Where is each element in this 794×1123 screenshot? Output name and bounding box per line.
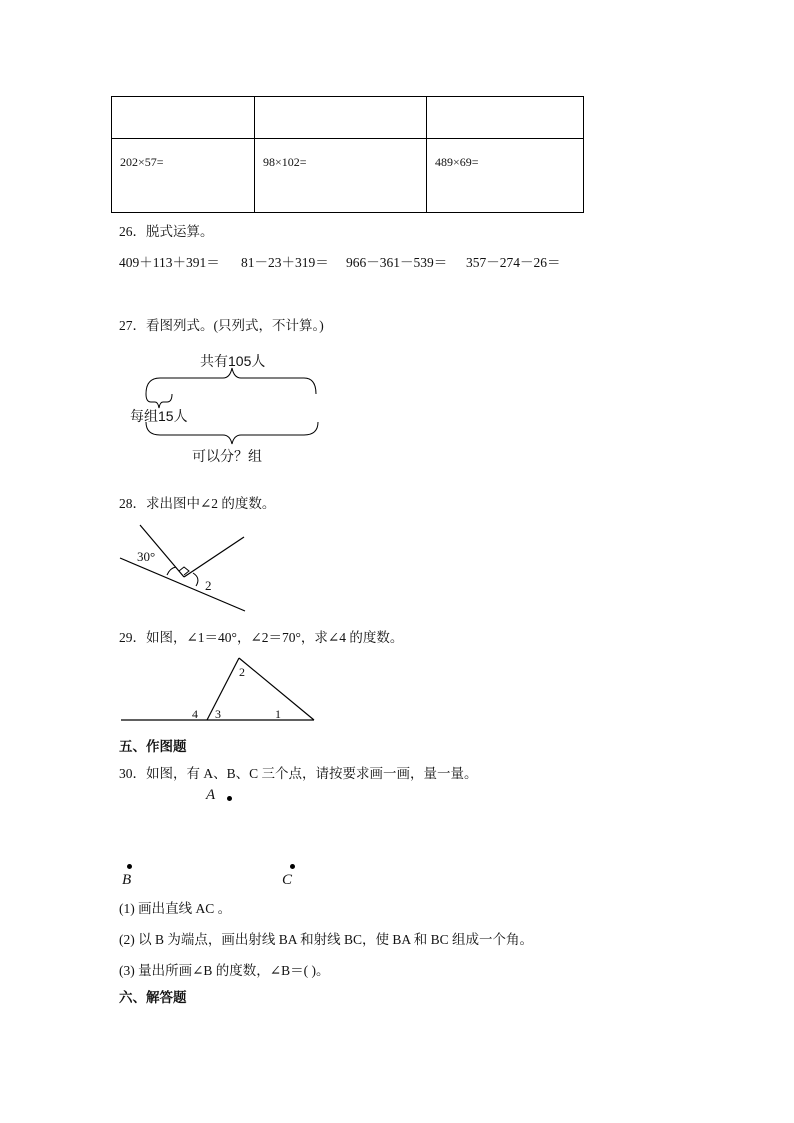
expr-98x102: 98×102= bbox=[263, 155, 307, 169]
angle-1-label: 1 bbox=[275, 707, 281, 721]
table-row bbox=[112, 139, 584, 213]
expr-489x69: 489×69= bbox=[435, 155, 479, 169]
q28-title: 28．求出图中∠2 的度数。 bbox=[119, 496, 276, 511]
point-b-dot bbox=[127, 864, 132, 869]
table-row bbox=[112, 97, 584, 139]
section6-title: 六、解答题 bbox=[119, 990, 187, 1005]
angle-2-label: 2 bbox=[239, 665, 245, 679]
right-ray bbox=[184, 537, 244, 577]
left-side bbox=[207, 658, 239, 720]
table-cell bbox=[255, 97, 427, 139]
angle-2-label: 2 bbox=[205, 578, 212, 593]
q30-sub3: (3) 量出所画∠B 的度数，∠B＝( )。 bbox=[119, 963, 330, 978]
q30-sub2: (2) 以 B 为端点，画出射线 BA 和射线 BC，使 BA 和 BC 组成一个角。 bbox=[119, 932, 534, 947]
base-line bbox=[120, 558, 245, 611]
q27-title: 27．看图列式。(只列式，不计算。) bbox=[119, 318, 324, 333]
section5-title: 五、作图题 bbox=[119, 739, 187, 754]
q30-title: 30．如图，有 A、B、C 三个点，请按要求画一画，量一量。 bbox=[119, 766, 478, 781]
angle-2-arc bbox=[193, 573, 198, 586]
q28-angle-diagram bbox=[115, 520, 255, 620]
point-b-label: B bbox=[122, 872, 132, 888]
group-label: 每组15人 bbox=[130, 408, 188, 424]
angle-3-label: 3 bbox=[215, 707, 221, 721]
q26-expr-3: 966－361－539＝ bbox=[346, 255, 448, 270]
table-cell bbox=[255, 139, 427, 213]
table-cell bbox=[427, 139, 584, 213]
point-c-dot bbox=[290, 864, 295, 869]
q26-title: 26．脱式运算。 bbox=[119, 224, 214, 239]
table-cell bbox=[112, 139, 255, 213]
table-cell bbox=[427, 97, 584, 139]
q26-expr-4: 357－274－26＝ bbox=[466, 255, 561, 270]
table-cell bbox=[112, 97, 255, 139]
total-brace bbox=[146, 368, 316, 394]
point-a-label: A bbox=[206, 787, 216, 803]
expr-202x57: 202×57= bbox=[120, 155, 164, 169]
calculation-table bbox=[111, 96, 584, 213]
angle-4-label: 4 bbox=[192, 707, 198, 721]
q30-sub1: (1) 画出直线 AC 。 bbox=[119, 901, 232, 916]
point-a-dot bbox=[227, 796, 232, 801]
angle-30-arc bbox=[167, 567, 176, 575]
angle-30-label: 30° bbox=[137, 549, 156, 564]
q29-title: 29．如图，∠1＝40°，∠2＝70°，求∠4 的度数。 bbox=[119, 630, 404, 645]
total-label: 共有105人 bbox=[200, 353, 266, 369]
right-angle-mark bbox=[179, 567, 189, 575]
point-c-label: C bbox=[282, 872, 293, 888]
question-label: 可以分？组 bbox=[192, 448, 262, 464]
q26-expr-1: 409＋113＋391＝ bbox=[119, 255, 220, 270]
q26-expr-2: 81－23＋319＝ bbox=[241, 255, 329, 270]
